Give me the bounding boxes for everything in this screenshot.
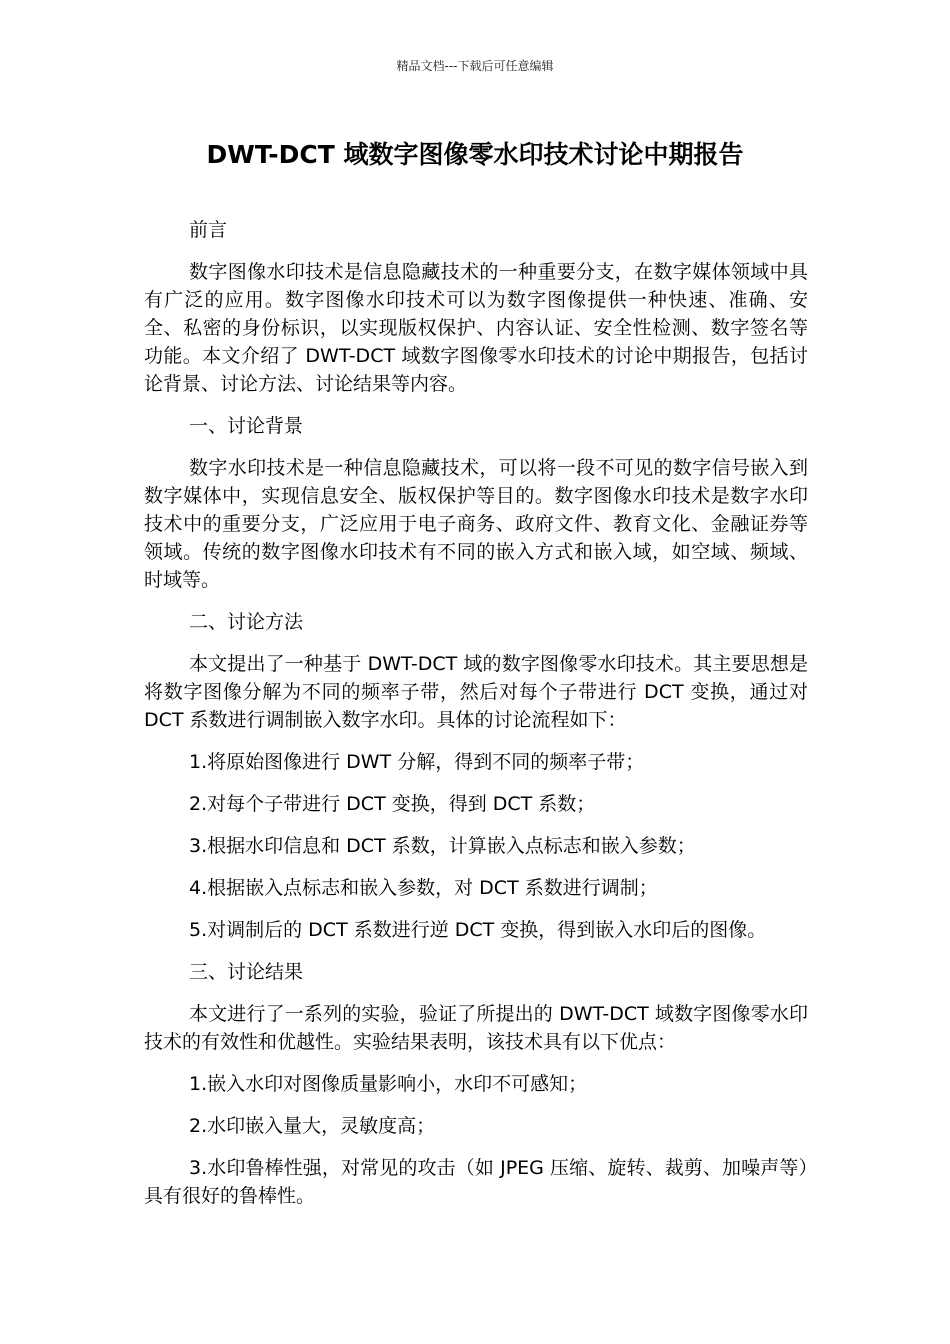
list-item-step-4: 4.根据嵌入点标志和嵌入参数，对 DCT 系数进行调制； [189,877,658,899]
list-item-advantage-1: 1.嵌入水印对图像质量影响小，水印不可感知； [189,1073,588,1095]
document-body [144,216,808,1224]
paragraph-intro: 数字图像水印技术是信息隐藏技术的一种重要分支，在数字媒体领域中具有广泛的应用。数字图像水印技术可以为数字图像提供一种快速、准确、安全、私密的身份标识，以实现版权保护、内容认证、安全性检测、数字签名等功能。本文介绍了 DWT-DCT 域数字图像零水印技术的讨论中期报告，包括讨论背景、讨论方法、讨论结果等内容。 [144,261,808,395]
document-title: DWT-DCT 域数字图像零水印技术讨论中期报告 [206,140,744,169]
paragraph-results: 本文进行了一系列的实验，验证了所提出的 DWT-DCT 域数字图像零水印技术的有效性和优越性。实验结果表明，该技术具有以下优点： [144,1003,808,1053]
heading-method: 二、讨论方法 [189,611,304,633]
page-header-note: 精品文档---下载后可任意编辑 [396,59,554,73]
paragraph-background: 数字水印技术是一种信息隐藏技术，可以将一段不可见的数字信号嵌入到数字媒体中，实现信息安全、版权保护等目的。数字图像水印技术是数字水印技术中的重要分支，广泛应用于电子商务、政府文件、教育文化、金融证券等领域。传统的数字图像水印技术有不同的嵌入方式和嵌入域，如空域、频域、时域等。 [144,457,808,591]
list-item-advantage-2: 2.水印嵌入量大，灵敏度高； [189,1115,436,1137]
list-item-step-2: 2.对每个子带进行 DCT 变换，得到 DCT 系数； [189,793,596,815]
list-item-advantage-3: 3.水印鲁棒性强，对常见的攻击（如 JPEG 压缩、旋转、裁剪、加噪声等）具有很好的鲁棒性。 [144,1157,808,1207]
heading-preface: 前言 [189,219,228,241]
heading-results: 三、讨论结果 [189,961,304,983]
list-item-step-3: 3.根据水印信息和 DCT 系数，计算嵌入点标志和嵌入参数； [189,835,696,857]
paragraph-method: 本文提出了一种基于 DWT-DCT 域的数字图像零水印技术。其主要思想是将数字图像分解为不同的频率子带，然后对每个子带进行 DCT 变换，通过对 DCT 系数进行调制嵌入数字水印。具体的讨论流程如下： [144,653,808,731]
heading-background: 一、讨论背景 [189,415,304,437]
list-item-step-1: 1.将原始图像进行 DWT 分解，得到不同的频率子带； [189,751,645,773]
list-item-step-5: 5.对调制后的 DCT 系数进行逆 DCT 变换，得到嵌入水印后的图像。 [189,919,767,941]
